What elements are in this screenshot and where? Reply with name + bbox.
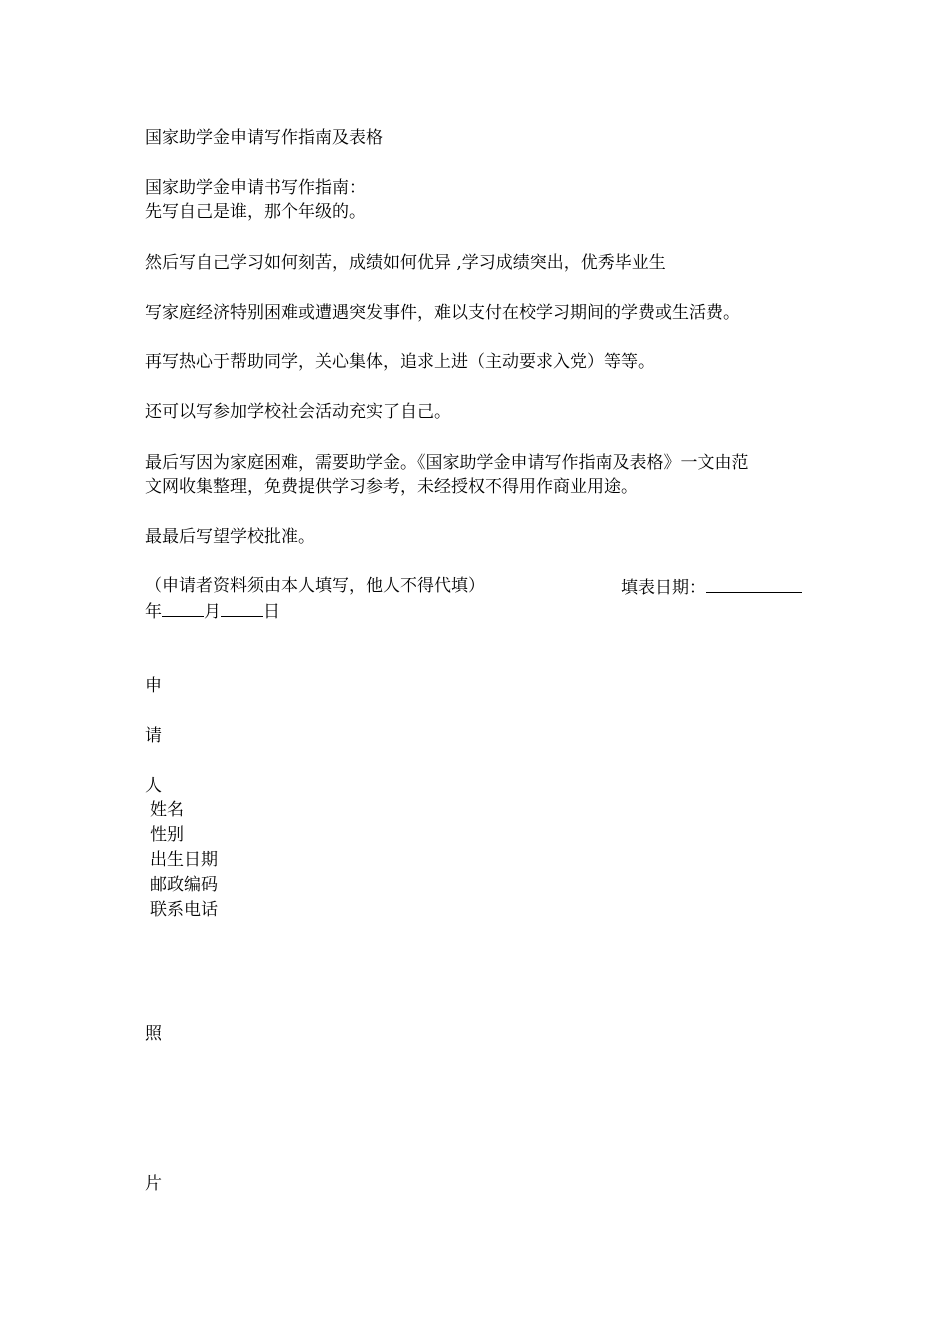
field-birth-date: 出生日期 <box>150 850 218 870</box>
document-title: 国家助学金申请写作指南及表格 <box>145 128 383 148</box>
guide-step-1: 先写自己是谁，那个年级的。 <box>145 202 366 222</box>
field-name: 姓名 <box>150 800 184 820</box>
form-notice: （申请者资料须由本人填写，他人不得代填） <box>145 576 485 596</box>
applicant-char-3: 人 <box>145 776 162 796</box>
year-label: 年 <box>145 602 162 622</box>
day-blank <box>221 598 263 617</box>
photo-char-2: 片 <box>145 1174 162 1194</box>
fill-date-blank <box>706 574 802 593</box>
applicant-char-1: 申 <box>145 676 162 696</box>
month-blank <box>162 598 204 617</box>
guide-step-5: 还可以写参加学校社会活动充实了自己。 <box>145 402 451 422</box>
guide-step-3: 写家庭经济特别困难或遭遇突发事件，难以支付在校学习期间的学费或生活费。 <box>145 303 740 323</box>
month-label: 月 <box>204 602 221 622</box>
day-label: 日 <box>263 602 280 622</box>
guide-step-7: 最最后写望学校批准。 <box>145 527 315 547</box>
guide-step-4: 再写热心于帮助同学，关心集体，追求上进（主动要求入党）等等。 <box>145 352 655 372</box>
fill-date-row <box>621 574 802 600</box>
fill-date-label: 填表日期： <box>621 578 706 598</box>
guide-heading: 国家助学金申请书写作指南： <box>145 178 366 198</box>
field-postal-code: 邮政编码 <box>150 875 218 895</box>
field-gender: 性别 <box>150 825 184 845</box>
field-phone: 联系电话 <box>150 900 218 920</box>
guide-step-2: 然后写自己学习如何刻苦，成绩如何优异 ,学习成绩突出，优秀毕业生 <box>145 253 666 273</box>
date-ymd-row <box>145 598 280 624</box>
applicant-char-2: 请 <box>145 726 162 746</box>
guide-step-6-line-1: 最后写因为家庭困难，需要助学金。《国家助学金申请写作指南及表格》一文由范 <box>145 453 749 473</box>
guide-step-6-line-2: 文网收集整理，免费提供学习参考，未经授权不得用作商业用途。 <box>145 477 638 497</box>
photo-char-1: 照 <box>145 1024 162 1044</box>
